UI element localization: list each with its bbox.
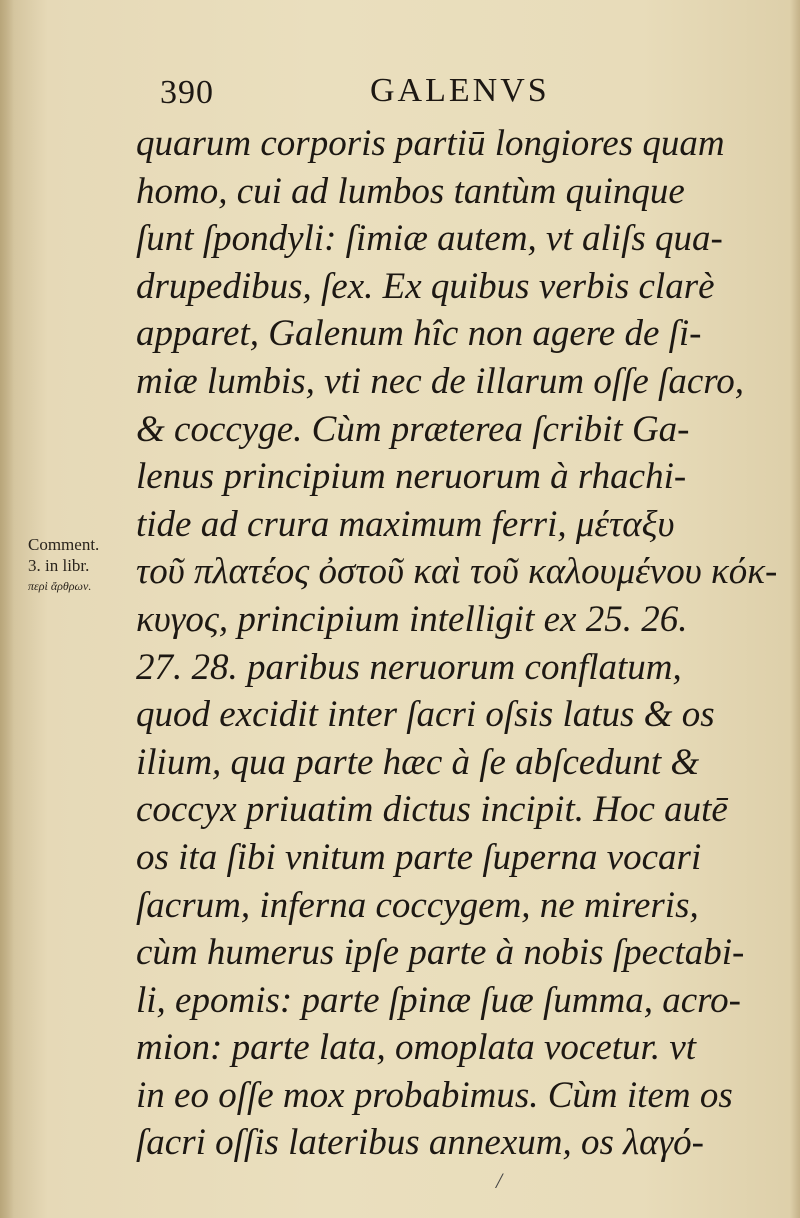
page-number: 390 (160, 74, 214, 111)
text-line: li, epomis: parte ſpinæ ſuæ ſumma, acro- (136, 979, 741, 1021)
text-line: mion: parte lata, omoplata vocetur. vt (136, 1027, 697, 1069)
text-line: in eo oſſe mox probabimus. Cùm item os (136, 1074, 733, 1116)
marginal-note-line: 3. in libr. (28, 556, 90, 575)
text-line: ſacrum, inferna coccygem, ne mireris, (136, 884, 699, 926)
marginal-note-greek: περὶ ἄρθρων. (28, 579, 92, 593)
text-line: & coccyge. Cùm præterea ſcribit Ga- (136, 408, 690, 450)
marginal-note (28, 534, 140, 597)
page-shadow-left (0, 0, 14, 1218)
text-line: miæ lumbis, vti nec de illarum oſſe ſacro, (136, 360, 745, 402)
text-line: 27. 28. paribus neruorum conflatum, (136, 646, 682, 688)
text-line: quarum corporis partiū longiores quam (136, 123, 725, 164)
text-line: cùm humerus ipſe parte à nobis ſpectabi- (136, 932, 745, 974)
text-line: lenus principium neruorum à rhachi- (136, 456, 687, 498)
catchword: / (496, 1168, 503, 1193)
text-line: ilium, qua parte hæc à ſe abſcedunt & (136, 741, 700, 783)
marginal-note-line: Comment. (28, 535, 100, 554)
text-line: tide ad crura maximum ferri, μέταξυ (136, 503, 675, 545)
text-line: homo, cui ad lumbos tantùm quinque (136, 170, 685, 212)
text-line: coccyx priuatim dictus incipit. Hoc autē (136, 789, 728, 831)
text-line: ſunt ſpondyli: ſimiæ autem, vt aliſs qua- (136, 218, 723, 260)
text-line: drupedibus, ſex. Ex quibus verbis clarè (136, 265, 715, 307)
text-line: τοῦ πλατέος ὀστοῦ καὶ τοῦ καλουμένου κόκ- (136, 551, 778, 593)
text-line: κυγος, principium intelligit ex 25. 26. (136, 598, 688, 640)
running-title: GALENVS (370, 72, 550, 109)
page-shadow-right (790, 0, 800, 1218)
page-header (160, 72, 680, 122)
text-line: ſacri oſſis lateribus annexum, os λαγό- (136, 1122, 704, 1164)
body-text (136, 120, 778, 1167)
text-line: os ita ſibi vnitum parte ſuperna vocari (136, 836, 702, 878)
text-line: quod excidit inter ſacri oſsis latus & os (136, 694, 715, 736)
text-line: apparet, Galenum hîc non agere de ſi- (136, 313, 702, 355)
